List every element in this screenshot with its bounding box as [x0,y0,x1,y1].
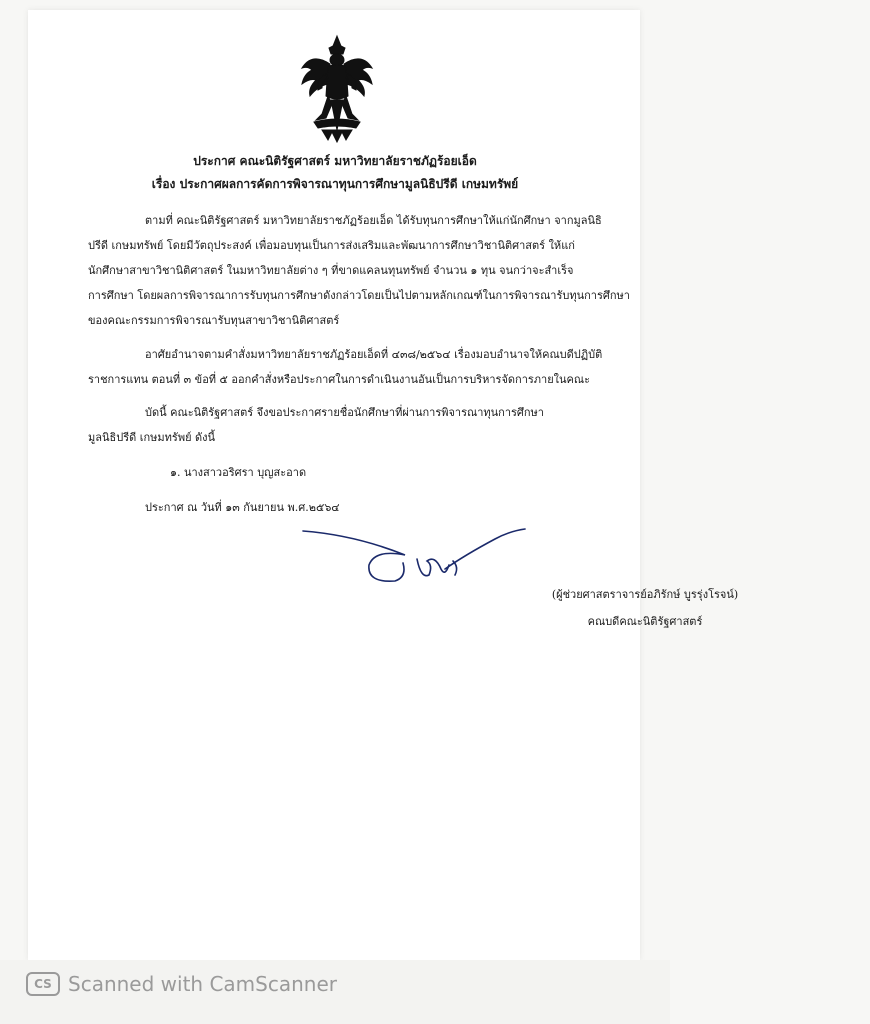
paragraph-line: ตามที่ คณะนิติรัฐศาสตร์ มหาวิทยาลัยราชภัฏร้อยเอ็ด ได้รับทุนการศึกษาให้แก่นักศึกษา จากมูลนิธิ [145,214,602,227]
announcement-subject: เรื่อง ประกาศผลการคัดการพิจารณาทุนการศึกษามูลนิธิปรีดี เกษมทรัพย์ [151,177,519,191]
garuda-emblem-icon [298,34,376,144]
announcement-date: ประกาศ ณ วันที่ ๑๓ กันยายน พ.ศ.๒๕๖๔ [145,501,340,514]
paragraph-line: ราชการแทน ตอนที่ ๓ ข้อที่ ๕ ออกคำสั่งหรือประกาศในการดำเนินงานอันเป็นการบริหารจัดการภายในคณะ [88,373,591,386]
signer-name: (ผู้ช่วยศาสตราจารย์อภิรักษ์ บูรรุ่งโรจน์) [551,588,739,601]
paragraph-line: การศึกษา โดยผลการพิจารณาการรับทุนการศึกษาดังกล่าวโดยเป็นไปตามหลักเกณฑ์ในการพิจารณารับทุนการศึกษา [88,289,630,302]
announcement-title: ประกาศ คณะนิติรัฐศาสตร์ มหาวิทยาลัยราชภัฏร้อยเอ็ด [193,154,477,168]
list-item: ๑. นางสาวอริศรา บุญสะอาด [170,466,307,479]
paragraph-line: อาศัยอำนาจตามคำสั่งมหาวิทยาลัยราชภัฏร้อยเอ็ดที่ ๔๓๘/๒๕๖๔ เรื่องมอบอำนาจให้คณบดีปฏิบัติ [145,348,603,361]
camscanner-logo-icon: CS [26,972,60,996]
paragraph-line: ปรีดี เกษมทรัพย์ โดยมีวัตถุประสงค์ เพื่อมอบทุนเป็นการส่งเสริมและพัฒนาการศึกษาวิชานิติศาสตร์ ให้แก่ [88,239,575,252]
paragraph-line: ของคณะกรรมการพิจารณารับทุนสาขาวิชานิติศาสตร์ [88,314,340,327]
paragraph-line: มูลนิธิปรีดี เกษมทรัพย์ ดังนี้ [88,431,216,444]
camscanner-watermark: Scanned with CamScanner [68,972,337,996]
signer-position: คณบดีคณะนิติรัฐศาสตร์ [587,615,703,628]
paragraph-line: บัดนี้ คณะนิติรัฐศาสตร์ จึงขอประกาศรายชื่อนักศึกษาที่ผ่านการพิจารณาทุนการศึกษา [145,406,544,419]
paragraph-line: นักศึกษาสาขาวิชานิติศาสตร์ ในมหาวิทยาลัยต่าง ๆ ที่ขาดแคลนทุนทรัพย์ จำนวน ๑ ทุน จนกว่าจะสำเร็จ [88,264,574,277]
